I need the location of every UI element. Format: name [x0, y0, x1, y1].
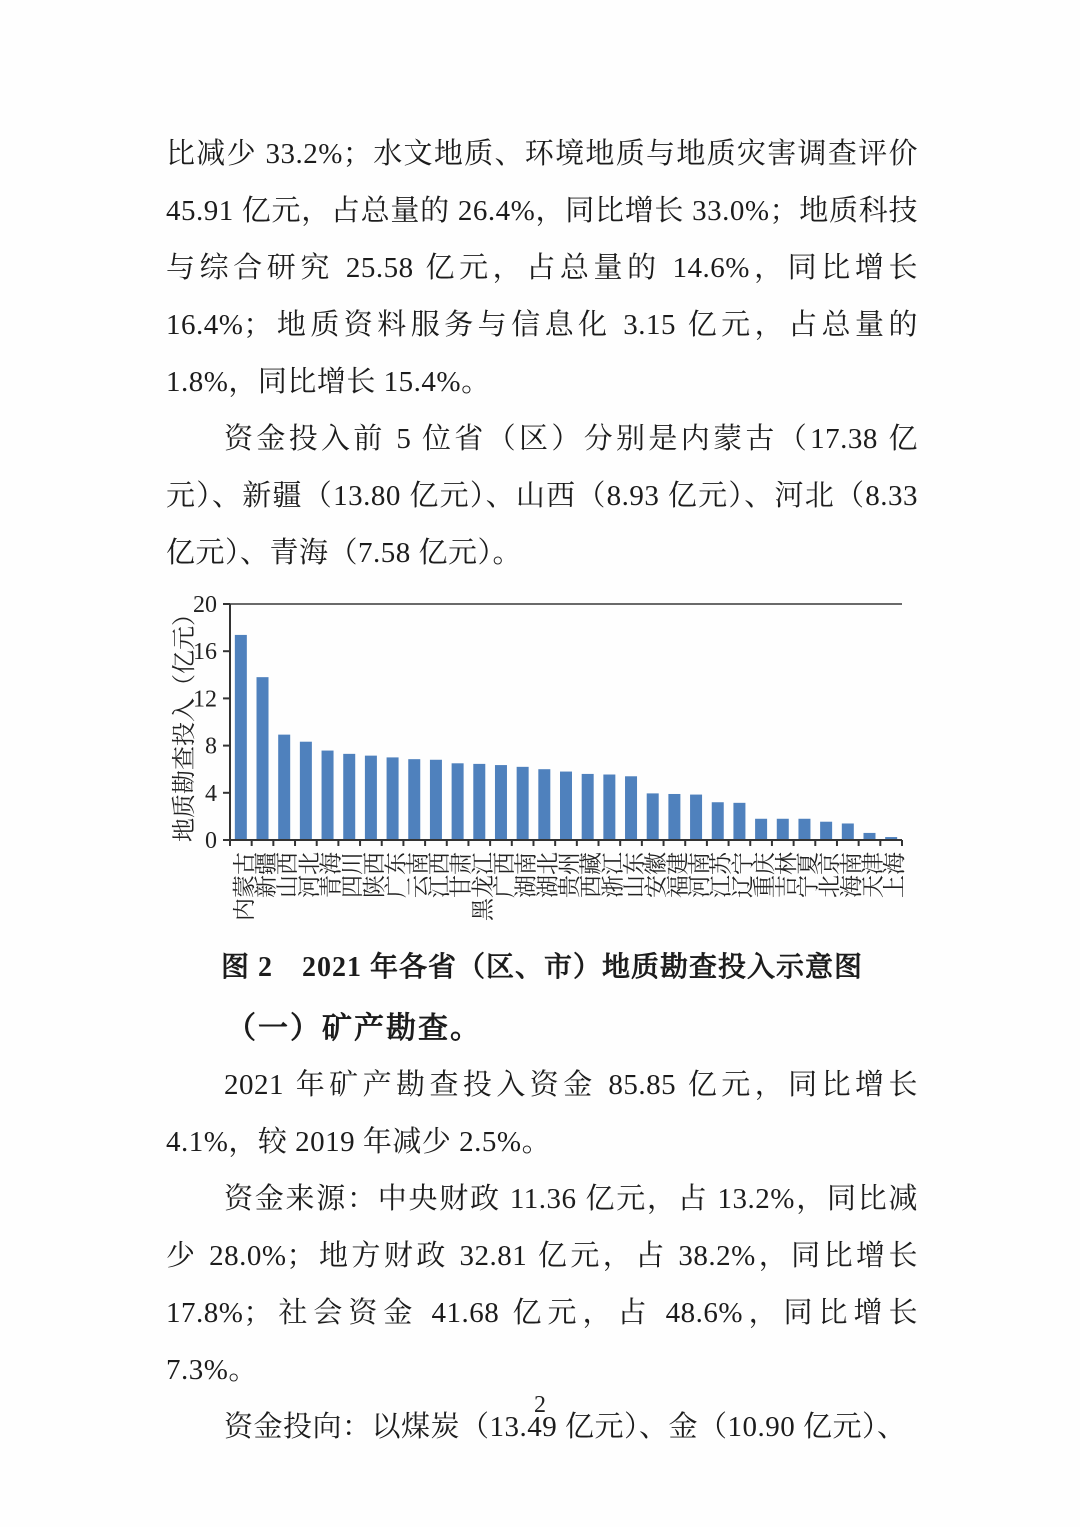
bar-黑龙江 — [473, 764, 485, 840]
bar-湖北 — [538, 769, 550, 840]
x-category-label: 浙江 — [600, 852, 626, 898]
y-tick-label: 12 — [193, 686, 217, 713]
province-investment-bar-chart — [166, 590, 918, 938]
x-category-label: 陕西 — [361, 852, 387, 898]
x-category-label: 湖南 — [513, 852, 539, 898]
x-category-label: 河南 — [687, 852, 713, 898]
x-category-label: 青海 — [318, 852, 344, 898]
x-category-label: 甘肃 — [448, 852, 474, 898]
x-category-label: 云南 — [405, 852, 431, 898]
bar-湖南 — [517, 767, 529, 840]
x-category-label: 内蒙古 — [231, 852, 257, 921]
bar-天津 — [863, 833, 875, 840]
bar-河北 — [300, 742, 312, 840]
y-tick-label: 16 — [193, 639, 217, 666]
x-category-label: 山西 — [275, 852, 301, 898]
bar-重庆 — [755, 819, 767, 840]
y-axis-title: 地质勘查投入（亿元） — [172, 602, 198, 842]
y-tick-label: 20 — [193, 592, 217, 618]
bar-河南 — [690, 795, 702, 840]
section-heading-mineral-exploration: （一）矿产勘查。 — [226, 1012, 482, 1045]
x-category-label: 黑龙江 — [470, 852, 496, 921]
x-category-label: 河北 — [296, 852, 322, 898]
bar-广西 — [495, 765, 507, 840]
y-tick-label: 4 — [205, 780, 217, 807]
bar-西藏 — [582, 774, 594, 840]
x-category-label: 北京 — [817, 852, 843, 898]
bar-甘肃 — [452, 763, 464, 840]
bar-内蒙古 — [235, 635, 247, 840]
x-category-label: 江苏 — [708, 852, 734, 898]
bar-宁夏 — [798, 819, 810, 840]
bar-青海 — [322, 751, 334, 840]
bar-海南 — [842, 823, 854, 840]
x-category-label: 广西 — [491, 852, 517, 898]
bar-广东 — [387, 757, 399, 840]
bar-江西 — [430, 760, 442, 840]
bar-四川 — [343, 754, 355, 840]
x-category-label: 上海 — [882, 852, 908, 898]
bar-福建 — [668, 794, 680, 840]
x-category-label: 天津 — [860, 852, 886, 898]
paragraph-funding-sources: 资金来源：中央财政 11.36 亿元，占 13.2%，同比减少 28.0%；地方财政 32.81 亿元，占 38.2%，同比增长 17.8%；社会资金 41.68 亿元，占 48.6%，同比增长 7.3%。 — [166, 1183, 918, 1386]
bar-贵州 — [560, 772, 572, 840]
x-category-label: 贵州 — [557, 852, 582, 898]
x-category-label: 湖北 — [535, 852, 561, 898]
bar-新疆 — [257, 677, 269, 840]
paragraph-mineral-exploration-total: 2021 年矿产勘查投入资金 85.85 亿元，同比增长 4.1%，较 2019 年减少 2.5%。 — [166, 1069, 918, 1158]
x-category-label: 山东 — [622, 852, 648, 898]
page-number: 2 — [534, 1392, 546, 1418]
x-category-label: 宁夏 — [795, 852, 821, 898]
x-category-label: 海南 — [838, 852, 864, 898]
bar-江苏 — [712, 802, 724, 840]
bar-云南 — [408, 759, 420, 840]
x-category-label: 西藏 — [578, 852, 604, 898]
bar-北京 — [820, 822, 832, 840]
x-category-label: 四川 — [340, 852, 366, 898]
bar-浙江 — [603, 775, 615, 840]
paragraph-geology-investment-breakdown: 比减少 33.2%；水文地质、环境地质与地质灾害调查评价 45.91 亿元，占总量的 26.4%，同比增长 33.0%；地质科技与综合研究 25.58 亿元，占总量的 14.6%，同比增长 16.4%；地质资料服务与信息化 3.15 亿元，占总量的 1.8%，同比增长 15.4%。 — [166, 138, 918, 398]
bar-安徽 — [647, 793, 659, 840]
x-category-label: 吉林 — [773, 852, 799, 898]
bar-山西 — [278, 735, 290, 840]
bar-辽宁 — [733, 803, 745, 840]
bar-山东 — [625, 776, 637, 840]
page-content — [166, 126, 918, 1456]
y-tick-label: 8 — [205, 733, 217, 760]
y-tick-label: 0 — [205, 828, 217, 854]
bar-陕西 — [365, 756, 377, 840]
bar-吉林 — [777, 819, 789, 840]
x-category-label: 广东 — [383, 852, 409, 898]
paragraph-top5-provinces: 资金投入前 5 位省（区）分别是内蒙古（17.38 亿元）、新疆（13.80 亿元）、山西（8.93 亿元）、河北（8.33 亿元）、青海（7.58 亿元）。 — [166, 423, 918, 569]
x-category-label: 福建 — [665, 852, 691, 898]
province-investment-bar-chart-figure — [166, 590, 918, 938]
x-category-label: 辽宁 — [730, 852, 756, 898]
x-category-label: 江西 — [426, 852, 452, 898]
paragraph-funding-direction: 资金投向：以煤炭（13.49 亿元）、金（10.90 亿元）、 — [224, 1411, 907, 1443]
x-category-label: 重庆 — [752, 852, 778, 898]
figure-caption: 图 2 2021 年各省（区、市）地质勘查投入示意图 — [220, 952, 863, 983]
x-category-label: 新疆 — [253, 852, 279, 898]
x-category-label: 安徽 — [643, 852, 669, 898]
